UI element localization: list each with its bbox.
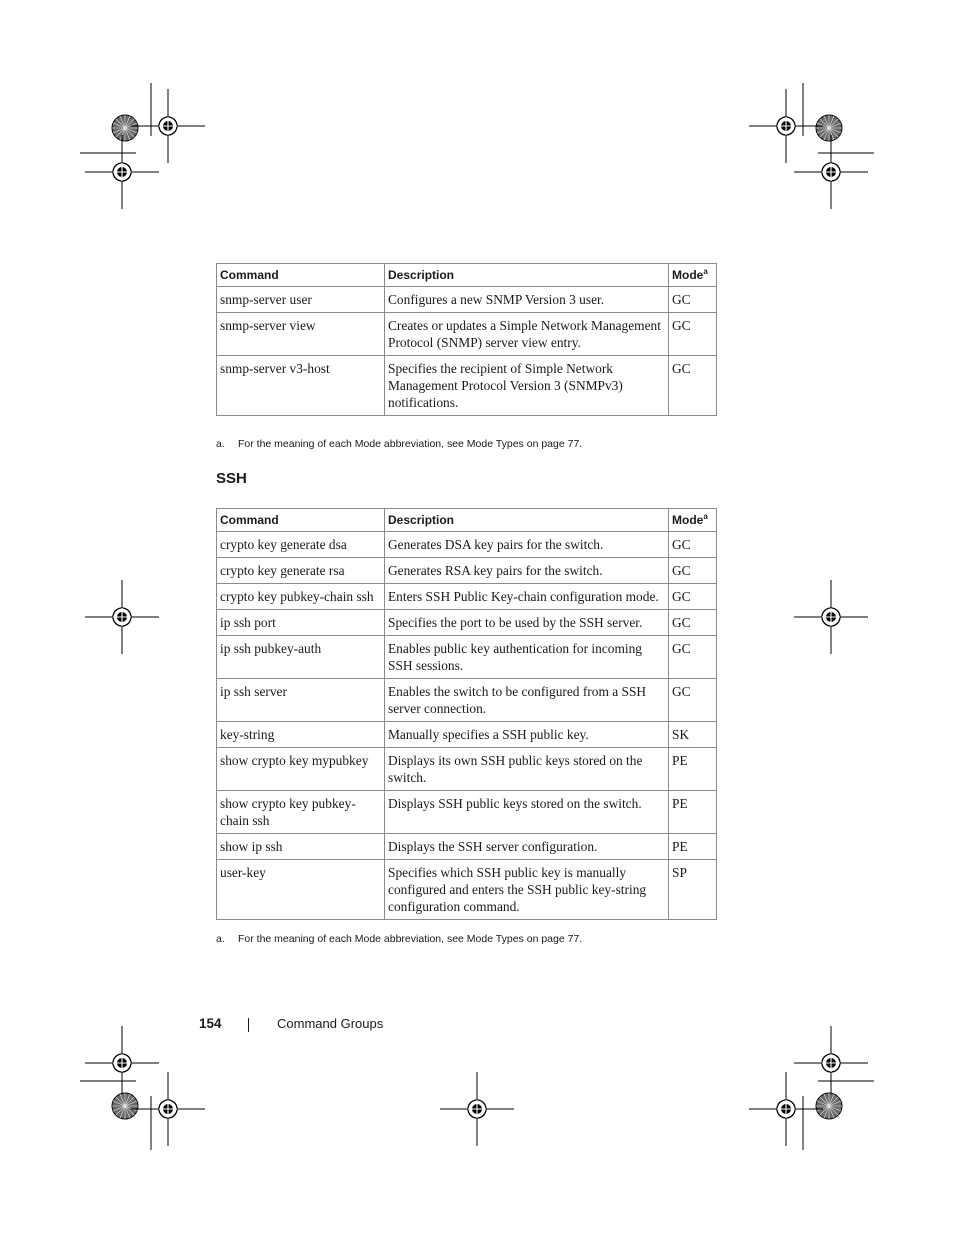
mode-cell: PE	[669, 834, 717, 860]
column-header-mode	[669, 264, 717, 287]
command-cell: show ip ssh	[217, 834, 385, 860]
description-cell: Enables public key authentication for incoming SSH sessions.	[385, 636, 669, 679]
mode-cell: GC	[669, 610, 717, 636]
mode-cell: GC	[669, 287, 717, 313]
table-footnote	[216, 933, 582, 945]
mode-cell: GC	[669, 679, 717, 722]
section-heading: SSH	[216, 470, 247, 487]
table-row	[217, 532, 717, 558]
table-row	[217, 748, 717, 791]
crop-target-icon	[85, 1026, 159, 1100]
page-number: 154	[199, 1016, 222, 1031]
footnote-letter: a.	[216, 438, 225, 450]
table-row	[217, 313, 717, 356]
mode-cell: GC	[669, 584, 717, 610]
description-cell: Displays the SSH server configuration.	[385, 834, 669, 860]
star-target-icon	[112, 1093, 138, 1119]
mode-header-label: Mode	[672, 268, 704, 282]
table-row	[217, 791, 717, 834]
mode-cell: PE	[669, 748, 717, 791]
command-cell: crypto key pubkey-chain ssh	[217, 584, 385, 610]
command-cell: ip ssh port	[217, 610, 385, 636]
footnote-marker: a	[703, 267, 708, 276]
mode-cell: SP	[669, 860, 717, 920]
footnote-text: For the meaning of each Mode abbreviation, see Mode Types on page 77.	[238, 933, 583, 945]
command-cell: show crypto key pubkey-chain ssh	[217, 791, 385, 834]
star-target-icon	[816, 1093, 842, 1119]
column-header-command: Command	[217, 509, 385, 532]
table-row	[217, 679, 717, 722]
crop-target-icon	[749, 89, 823, 163]
crop-target-icon	[794, 135, 868, 209]
table-row	[217, 860, 717, 920]
command-cell: crypto key generate dsa	[217, 532, 385, 558]
table-row	[217, 558, 717, 584]
description-cell: Specifies the port to be used by the SSH server.	[385, 610, 669, 636]
footnote-marker: a	[703, 512, 708, 521]
column-header-command: Command	[217, 264, 385, 287]
description-cell: Manually specifies a SSH public key.	[385, 722, 669, 748]
command-cell: user-key	[217, 860, 385, 920]
table-row	[217, 636, 717, 679]
description-cell: Specifies the recipient of Simple Network Management Protocol Version 3 (SNMPv3) notifications.	[385, 356, 669, 416]
table-body	[217, 287, 717, 416]
mode-cell: GC	[669, 356, 717, 416]
command-cell: show crypto key mypubkey	[217, 748, 385, 791]
description-cell: Configures a new SNMP Version 3 user.	[385, 287, 669, 313]
table-row	[217, 356, 717, 416]
crop-target-icon	[85, 580, 159, 654]
command-cell: snmp-server view	[217, 313, 385, 356]
table-header-row	[217, 264, 717, 287]
mode-cell: GC	[669, 558, 717, 584]
crop-target-icon	[85, 135, 159, 209]
command-cell: snmp-server v3-host	[217, 356, 385, 416]
command-cell: key-string	[217, 722, 385, 748]
description-cell: Generates DSA key pairs for the switch.	[385, 532, 669, 558]
command-cell: ip ssh server	[217, 679, 385, 722]
table-footnote	[216, 438, 582, 450]
folio-divider	[248, 1018, 249, 1032]
description-cell: Enables the switch to be configured from a SSH server connection.	[385, 679, 669, 722]
star-target-icon	[816, 115, 842, 141]
crop-target-icon	[794, 580, 868, 654]
footnote-text: For the meaning of each Mode abbreviation, see Mode Types on page 77.	[238, 438, 583, 450]
table-header-row	[217, 509, 717, 532]
command-cell: snmp-server user	[217, 287, 385, 313]
description-cell: Generates RSA key pairs for the switch.	[385, 558, 669, 584]
footnote-letter: a.	[216, 933, 225, 945]
table-row	[217, 584, 717, 610]
table-body	[217, 532, 717, 920]
crop-target-icon	[131, 89, 205, 163]
column-header-mode	[669, 509, 717, 532]
table-row	[217, 610, 717, 636]
mode-cell: SK	[669, 722, 717, 748]
table-row	[217, 834, 717, 860]
ssh-command-table	[216, 508, 717, 920]
column-header-description: Description	[385, 264, 669, 287]
snmp-command-table	[216, 263, 717, 416]
running-footer-title: Command Groups	[277, 1016, 384, 1031]
description-cell: Creates or updates a Simple Network Management Protocol (SNMP) server view entry.	[385, 313, 669, 356]
crop-target-icon	[440, 1072, 514, 1146]
column-header-description: Description	[385, 509, 669, 532]
table-row	[217, 722, 717, 748]
mode-cell: PE	[669, 791, 717, 834]
star-target-icon	[112, 115, 138, 141]
crop-target-icon	[749, 1072, 823, 1146]
description-cell: Specifies which SSH public key is manually configured and enters the SSH public key-string configuration command.	[385, 860, 669, 920]
command-cell: ip ssh pubkey-auth	[217, 636, 385, 679]
crop-target-icon	[131, 1072, 205, 1146]
description-cell: Displays its own SSH public keys stored on the switch.	[385, 748, 669, 791]
crop-target-icon	[794, 1026, 868, 1100]
mode-cell: GC	[669, 636, 717, 679]
mode-cell: GC	[669, 313, 717, 356]
mode-cell: GC	[669, 532, 717, 558]
table-row	[217, 287, 717, 313]
command-cell: crypto key generate rsa	[217, 558, 385, 584]
mode-header-label: Mode	[672, 513, 704, 527]
description-cell: Enters SSH Public Key-chain configuration mode.	[385, 584, 669, 610]
description-cell: Displays SSH public keys stored on the switch.	[385, 791, 669, 834]
